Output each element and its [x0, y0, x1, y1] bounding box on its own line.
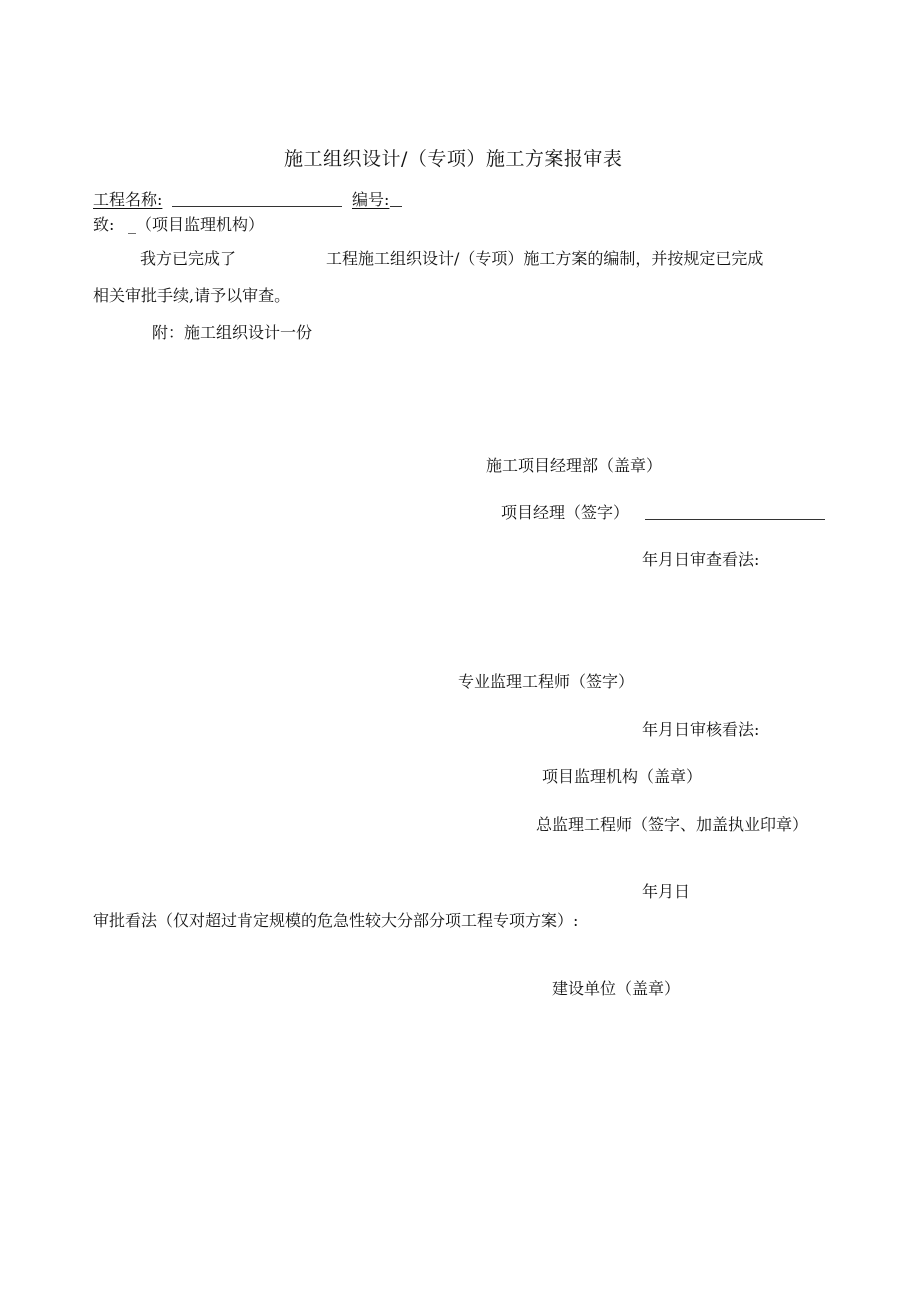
contractor-dept-seal: 施工项目经理部（盖章） — [486, 456, 663, 475]
project-name-blank-line — [172, 206, 342, 207]
project-manager-signature-label: 项目经理（签字） — [501, 503, 630, 522]
date-review-opinion: 年月日审查看法: — [642, 550, 760, 569]
body-line1-part1: 我方已完成了 — [140, 249, 237, 268]
number-blank-line — [390, 206, 402, 207]
page-title: 施工组织设计/（专项）施工方案报审表 — [284, 148, 623, 170]
date-audit-opinion: 年月日审核看法: — [642, 720, 760, 739]
attachment-text: 附：施工组织设计一份 — [152, 323, 313, 342]
supervisor-date: 年月日 — [642, 882, 691, 901]
body-line2: 相关审批手续,请予以审查。 — [93, 286, 291, 305]
to-blank: _ — [128, 215, 136, 234]
project-name-label: 工程名称: — [93, 190, 163, 209]
engineer-signature-label: 专业监理工程师（签字） — [458, 672, 635, 691]
to-label: 致: — [93, 215, 115, 234]
approval-opinion-label: 审批看法（仅对超过肯定规模的危急性较大分部分项工程专项方案）: — [93, 911, 579, 930]
owner-seal: 建设单位（盖章） — [552, 979, 681, 998]
number-label: 编号: — [352, 190, 390, 209]
project-manager-signature-line — [645, 519, 825, 520]
chief-engineer-signature-label: 总监理工程师（签字、加盖执业印章） — [536, 815, 809, 834]
body-line1-part2: 工程施工组织设计/（专项）施工方案的编制，并按规定已完成 — [326, 249, 764, 268]
supervision-org-seal: 项目监理机构（盖章） — [542, 767, 703, 786]
to-recipient: （项目监理机构） — [136, 215, 265, 234]
